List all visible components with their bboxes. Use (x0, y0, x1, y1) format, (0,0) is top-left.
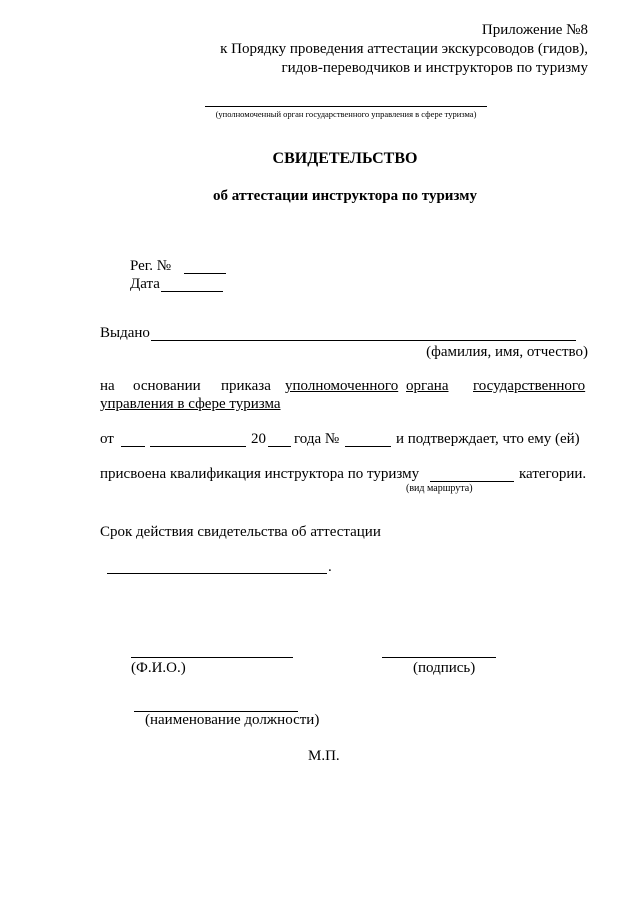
order-year-prefix: 20 (251, 431, 266, 447)
document-title: СВИДЕТЕЛЬСТВО (272, 150, 418, 167)
issued-label: Выдано (100, 325, 150, 341)
date-label: Дата (130, 276, 160, 292)
basis-word-5: органа (406, 378, 449, 394)
basis-word-2: основании (133, 378, 201, 394)
reg-number-field[interactable] (184, 273, 226, 274)
signer-name-caption: (Ф.И.О.) (131, 660, 186, 676)
validity-label: Срок действия свидетельства об аттестации (100, 524, 381, 540)
signature-field[interactable] (382, 657, 496, 658)
basis-word-3: приказа (221, 378, 271, 394)
validity-period-field[interactable] (107, 573, 327, 574)
issued-name-field[interactable] (151, 340, 576, 341)
basis-word-6: государственного (473, 378, 586, 394)
order-month-field[interactable] (150, 446, 246, 447)
order-confirms-text: и подтверждает, что ему (ей) (396, 431, 580, 447)
order-day-field[interactable] (121, 446, 145, 447)
basis-word-4: уполномоченного (285, 378, 399, 394)
order-number-field[interactable] (345, 446, 391, 447)
reg-number-label: Рег. № (130, 258, 172, 274)
issued-caption: (фамилия, имя, отчество) (426, 344, 588, 360)
validity-period-end: . (328, 559, 332, 575)
appendix-title: Приложение №8 (481, 22, 588, 38)
route-caption: (вид маршрута) (406, 483, 473, 494)
basis-line-2: управления в сфере туризма (100, 396, 281, 412)
route-type-field[interactable] (430, 481, 514, 482)
qualification-category: категории. (519, 466, 587, 482)
basis-word-1: на (100, 378, 115, 394)
authority-field-line[interactable] (205, 106, 487, 107)
authority-caption: (уполномоченный орган государственного управления в сфере туризма) (215, 109, 477, 119)
position-caption: (наименование должности) (145, 712, 320, 728)
document-subtitle: об аттестации инструктора по туризму (213, 188, 477, 204)
appendix-line-3: гидов-переводчиков и инструкторов по туризму (281, 60, 588, 76)
order-number-label: года № (294, 431, 340, 447)
seal-placeholder: М.П. (308, 748, 340, 764)
qualification-text: присвоена квалификация инструктора по туризму (100, 466, 420, 482)
signature-caption: (подпись) (413, 660, 476, 676)
appendix-line-2: к Порядку проведения аттестации экскурсоводов (гидов), (220, 41, 588, 57)
date-field[interactable] (161, 291, 223, 292)
signer-name-field[interactable] (131, 657, 293, 658)
order-year-field[interactable] (268, 446, 291, 447)
order-from-label: от (100, 431, 114, 447)
